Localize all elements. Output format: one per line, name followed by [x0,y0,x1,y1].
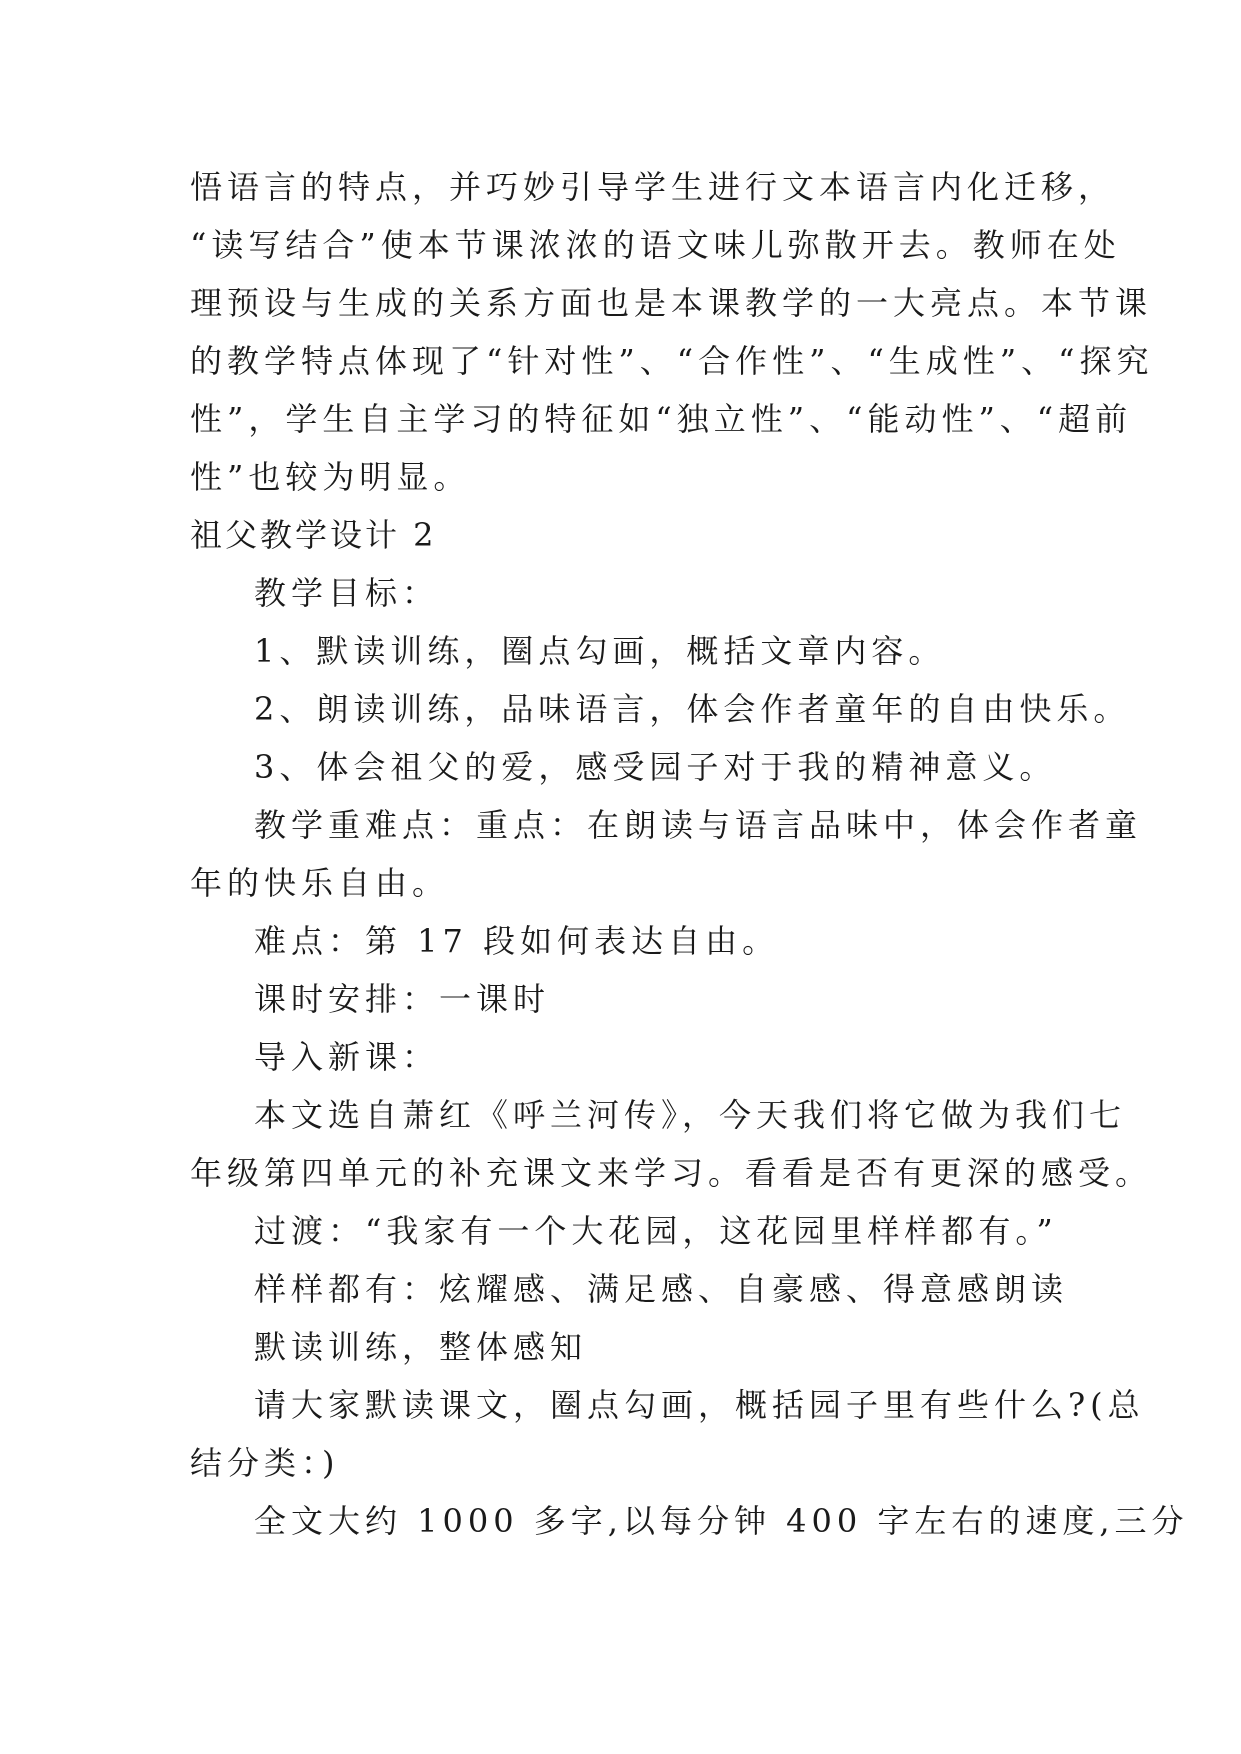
objective-item: 3、体会祖父的爱，感受园子对于我的精神意义。 [254,748,1057,786]
document-body [190,158,1189,1550]
paragraph-line: 难点：第 17 段如何表达自由。 [254,922,780,960]
paragraph-line: 理预设与生成的关系方面也是本课教学的一大亮点。本节课 [190,284,1153,322]
paragraph-line: 全文大约 1000 多字,以每分钟 400 字左右的速度,三分 [254,1502,1189,1540]
paragraph-line: 请大家默读课文，圈点勾画，概括园子里有些什么?(总 [254,1386,1145,1424]
paragraph-line: 导入新课： [254,1038,440,1076]
paragraph-line: 样样都有：炫耀感、满足感、自豪感、得意感朗读 [254,1270,1069,1308]
paragraph-line: 结分类：) [190,1444,340,1482]
paragraph-line: 本文选自萧红《呼兰河传》，今天我们将它做为我们七 [254,1096,1127,1134]
paragraph-line: 教学重难点：重点：在朗读与语言品味中，体会作者童 [254,806,1143,844]
paragraph-line: 性”也较为明显。 [190,458,471,496]
paragraph-line: 性”，学生自主学习的特征如“独立性”、“能动性”、“超前 [190,400,1133,438]
paragraph-line: “读写结合”使本节课浓浓的语文味儿弥散开去。教师在处 [190,226,1121,264]
paragraph-line: 年级第四单元的补充课文来学习。看看是否有更深的感受。 [190,1154,1153,1192]
paragraph-line: 年的快乐自由。 [190,864,450,902]
paragraph-line: 默读训练，整体感知 [254,1328,588,1366]
paragraph-line: 悟语言的特点，并巧妙引导学生进行文本语言内化迁移， [190,168,1116,206]
section-heading: 祖父教学设计 2 [190,516,437,554]
paragraph-line: 教学目标： [254,574,440,612]
objective-item: 1、默读训练，圈点勾画，概括文章内容。 [254,632,946,670]
paragraph-line: 课时安排：一课时 [254,980,551,1018]
objective-item: 2、朗读训练，品味语言，体会作者童年的自由快乐。 [254,690,1131,728]
paragraph-line: 过渡：“我家有一个大花园，这花园里样样都有。” [254,1212,1058,1250]
paragraph-line: 的教学特点体现了“针对性”、“合作性”、“生成性”、“探究 [190,342,1154,380]
